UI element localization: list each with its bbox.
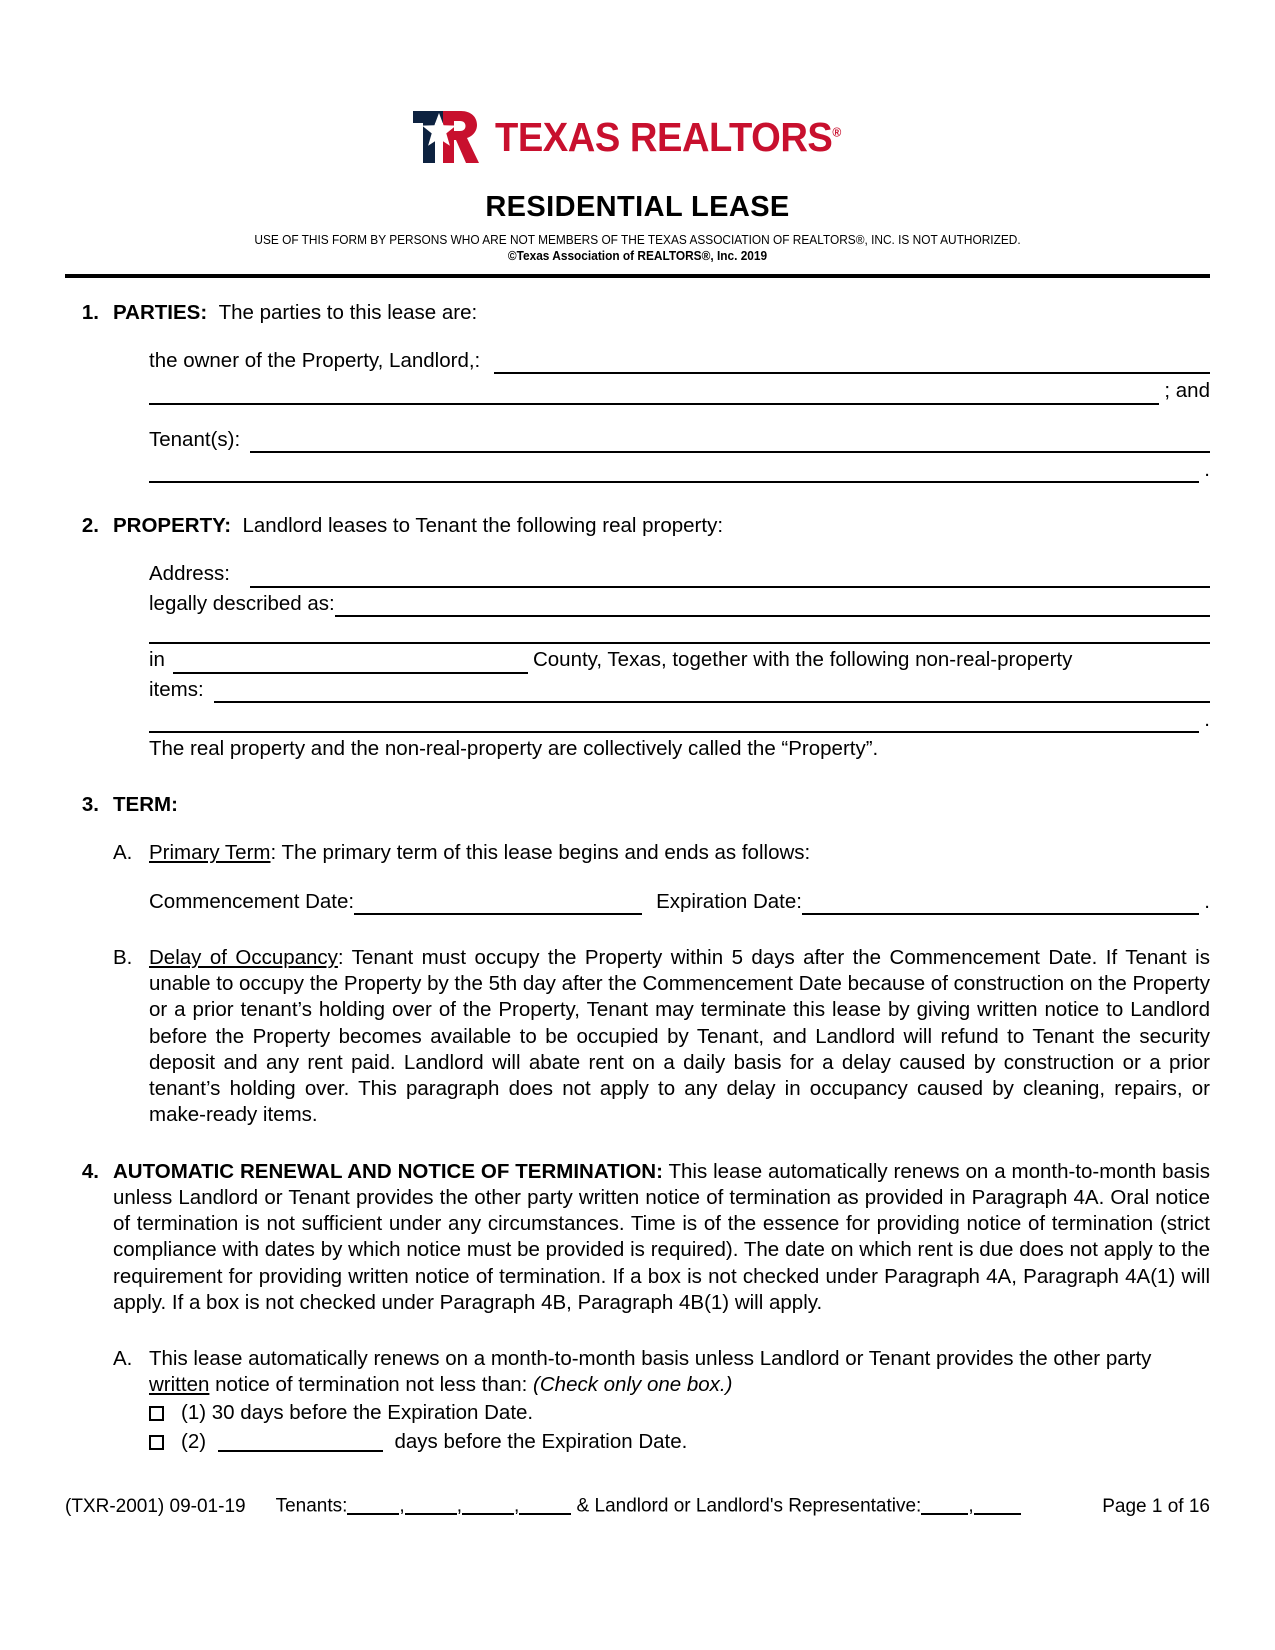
legal-description-label: legally described as: — [149, 591, 335, 615]
renewal-option-1-row[interactable] — [149, 1400, 1210, 1426]
delay-occupancy-heading: Delay of Occupancy — [149, 945, 338, 969]
landlord-initial-2[interactable] — [974, 1494, 1021, 1515]
section-property — [65, 513, 1210, 539]
checkbox-renewal-option-1[interactable] — [149, 1406, 164, 1421]
property-field-group — [149, 561, 1210, 762]
tenant-initial-2[interactable] — [405, 1494, 457, 1515]
tenants-initials-label: Tenants: — [275, 1495, 348, 1517]
renewal-option-2-marker: (2) — [181, 1429, 207, 1453]
subsection-4a — [113, 1346, 1210, 1398]
landlord-input-line-2[interactable] — [149, 381, 1159, 405]
delay-occupancy-text: : Tenant must occupy the Property within 5 days after the Commencement Date. If Tenant is unable to occupy the Property by the 5th day after the Commencement Date because of construction on the Property or a prior tenant’s holding over of the Property, Tenant may terminate this lease by giving written notice to Landlord before the Property becomes available to be occupied by Tenant, and Landlord will refund to Tenant the security deposit and any rent paid. Landlord will abate rent on a daily basis for a delay caused by construction or a prior tenant’s holding over. This paragraph does not apply to any delay in occupancy caused by cleaning, repairs, or make-ready items. — [149, 945, 1210, 1127]
renewal-option-2-text: days before the Expiration Date. — [394, 1429, 688, 1453]
subsection-letter: A. — [113, 1346, 133, 1370]
section-label: AUTOMATIC RENEWAL AND NOTICE OF TERMINATION: — [113, 1159, 663, 1183]
section-number: 2. — [81, 514, 99, 538]
tenant-field-group — [149, 427, 1210, 483]
property-lead: Landlord leases to Tenant the following real property: — [242, 514, 724, 538]
tenant-label: Tenant(s): — [149, 427, 241, 451]
landlord-input-line[interactable] — [494, 351, 1210, 375]
renewal-option-2-days-input[interactable] — [218, 1429, 383, 1452]
document-header — [0, 0, 1275, 278]
brand-wordmark-text: TEXAS REALTORS — [494, 113, 832, 160]
items-label: items: — [149, 677, 204, 701]
tenant-line-tail: . — [1204, 457, 1210, 481]
authorization-note: USE OF THIS FORM BY PERSONS WHO ARE NOT MEMBERS OF THE TEXAS ASSOCIATION OF REALTORS®, INC. IS NOT AUTHORIZED. — [254, 232, 1021, 247]
section-term — [65, 792, 1210, 818]
renewal-notice-part1: This lease automatically renews on a month-to-month basis unless Landlord or Tenant provides the other party — [149, 1346, 1152, 1370]
renewal-option-2-row[interactable] — [149, 1429, 1210, 1455]
county-input-line[interactable] — [173, 651, 528, 674]
term-dates-row — [149, 889, 1210, 915]
items-input-line-2[interactable] — [149, 709, 1199, 733]
address-label: Address: — [149, 562, 230, 586]
section-number: 4. — [81, 1159, 99, 1183]
renewal-option-1-marker: (1) — [181, 1401, 207, 1425]
section-label: PARTIES: — [113, 300, 208, 324]
page-title: RESIDENTIAL LEASE — [485, 191, 790, 223]
form-id: (TXR-2001) 09-01-19 — [65, 1495, 246, 1517]
landlord-initials-label: & Landlord or Landlord's Representative: — [576, 1495, 922, 1517]
primary-term-text: : The primary term of this lease begins and ends as follows: — [270, 841, 811, 865]
tenant-initial-3[interactable] — [462, 1494, 514, 1515]
commencement-date-label: Commencement Date: — [149, 889, 355, 913]
section-number: 1. — [81, 300, 99, 324]
section-automatic-renewal — [65, 1159, 1210, 1316]
items-line-tail: . — [1204, 707, 1210, 731]
renewal-option-1-text: 30 days before the Expiration Date. — [211, 1401, 534, 1425]
section-label: PROPERTY: — [113, 514, 232, 538]
check-one-box-instruction: (Check only one box.) — [533, 1373, 733, 1397]
registered-mark: ® — [831, 123, 841, 139]
section-label: TERM: — [113, 793, 178, 817]
page-number: Page 1 of 16 — [1102, 1495, 1210, 1517]
brand-wordmark — [494, 113, 841, 160]
landlord-line-tail: ; and — [1164, 379, 1210, 403]
property-collective-statement: The real property and the non-real-property are collectively called the “Property”. — [149, 736, 879, 760]
items-input-line[interactable] — [214, 679, 1210, 703]
subsection-primary-term — [113, 840, 1210, 866]
expiration-date-label: Expiration Date: — [656, 889, 802, 913]
primary-term-heading: Primary Term — [149, 841, 271, 865]
tenant-input-line[interactable] — [250, 429, 1210, 453]
automatic-renewal-text: This lease automatically renews on a month-to-month basis unless Landlord or Tenant provides the other party written notice of termination as provided in Paragraph 4A. Oral notice of termination is not sufficient under any circumstances. Time is of the essence for providing notice of termination (strict compliance with dates by which notice must be provided is required). The date on which rent is due does not apply to the requirement for providing written notice of termination. If a box is not checked under Paragraph 4A, Paragraph 4A(1) will apply. If a box is not checked under Paragraph 4B, Paragraph 4B(1) will apply. — [113, 1159, 1210, 1314]
document-body — [65, 278, 1210, 1455]
section-parties — [65, 300, 1210, 326]
tenant-input-line-2[interactable] — [149, 460, 1199, 484]
texas-realtors-logo-icon — [409, 109, 481, 165]
checkbox-renewal-option-2[interactable] — [149, 1435, 164, 1450]
term-dates-tail: . — [1204, 889, 1210, 913]
legal-description-input-line-2[interactable] — [149, 621, 1210, 645]
page-footer — [65, 1494, 1210, 1518]
subsection-delay-of-occupancy — [113, 945, 1210, 1129]
county-suffix-text: County, Texas, together with the following non-real-property — [532, 648, 1073, 672]
commencement-date-input[interactable] — [354, 892, 642, 915]
footer-signature-block: Tenants: , , , & Landlord or Landlord's Representative: , — [276, 1494, 1021, 1518]
address-input-line[interactable] — [250, 564, 1210, 588]
copyright-notice: ©Texas Association of REALTORS®, Inc. 2019 — [507, 248, 768, 263]
subsection-letter: B. — [113, 945, 133, 969]
subsection-letter: A. — [113, 841, 133, 865]
renewal-notice-part2: notice of termination not less than: — [209, 1373, 534, 1397]
landlord-initial-1[interactable] — [921, 1494, 968, 1515]
expiration-date-input[interactable] — [802, 891, 1199, 915]
renewal-notice-underlined: written — [149, 1373, 210, 1397]
brand-logo — [0, 108, 1275, 166]
legal-description-input-line[interactable] — [335, 593, 1210, 617]
section-number: 3. — [81, 793, 99, 817]
tenant-initial-4[interactable] — [519, 1494, 571, 1515]
county-prefix-label: in — [149, 648, 165, 672]
landlord-field-group — [149, 348, 1210, 404]
tenant-initial-1[interactable] — [347, 1494, 399, 1515]
landlord-label: the owner of the Property, Landlord,: — [149, 349, 481, 373]
parties-lead: The parties to this lease are: — [218, 300, 478, 324]
